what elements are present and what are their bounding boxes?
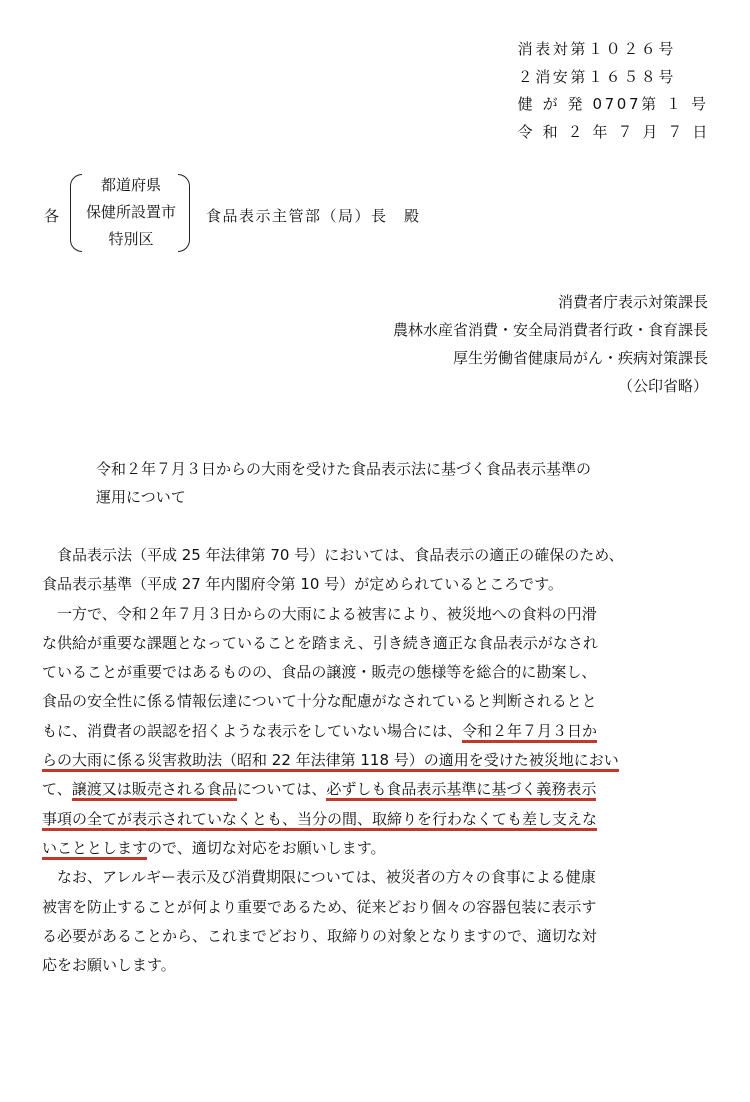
body-line [42,805,718,834]
underlined-text: らの大雨に係る災害救助法（昭和 22 年法律第 118 号）の適用を受けた被災地におい [42,751,619,772]
subject-line: 運用について [96,488,186,506]
reference-number: 健 が 発 0707第 １ 号 [517,95,709,113]
underlined-text: 譲渡又は販売される食品 [72,780,237,801]
sender-maff: 農林水産省消費・安全局消費者行政・食育課長 [392,321,708,339]
sender-caa: 消費者庁表示対策課長 [557,293,708,311]
body-line [42,746,718,775]
recipient-health-center-cities: 保健所設置市 [85,203,176,221]
body-line: る必要があることから、これまでどおり、取締りの対象となりますので、適切な対 [42,926,597,945]
body-text-segment: については、 [236,780,327,799]
body-line: なお、アレルギー表示及び消費期限については、被災者の方々の食事による健康 [42,868,596,887]
body-text-segment: て、 [42,780,72,799]
recipient-list [82,172,180,253]
subject-line: 令和２年７月３日からの大雨を受けた食品表示法に基づく食品表示基準の [96,460,592,478]
reference-number: ２消安第１６５８号 [517,67,677,86]
body-line [42,717,718,746]
recipient-special-wards: 特別区 [108,230,154,248]
left-brace [70,174,82,252]
underlined-text: 事項の全てが表示されていなくとも、当分の間、取締りを行わなくても差し支えな [42,810,597,831]
reference-numbers [518,36,710,146]
seal-omitted-note: （公印省略） [617,377,708,395]
body-text-segment: ので、適切な対応をお願いします。 [147,838,386,857]
body-line: 応をお願いします。 [42,956,176,975]
sender-mhlw: 厚生労働省健康局がん・疾病対策課長 [452,349,708,367]
underlined-text: いこととします [42,839,147,860]
issue-date: 令 和 ２ 年 ７ 月 ７ 日 [517,122,710,141]
recipient-prefectures: 都道府県 [100,176,161,194]
body-line: 食品表示基準（平成 27 年内閣府令第 10 号）が定められているところです。 [42,575,563,594]
body-line: 一方で、令和２年７月３日からの大雨による被害により、被災地への食料の円滑 [42,604,597,623]
body-line [42,775,718,804]
body-text-segment: もに、消費者の誤認を招くような表示をしていない場合には、 [42,721,463,740]
body-line: 食品の安全性に係る情報伝達について十分な配慮がなされていると判断されるとと [42,692,597,711]
underlined-text: 必ずしも食品表示基準に基づく義務表示 [326,780,596,801]
body-line: な供給が重要な課題となっていることを踏まえ、引き続き適正な食品表示がなされ [42,633,598,652]
addressee-prefix: 各 [44,207,60,225]
body-line: ていることが重要ではあるものの、食品の譲渡・販売の態様等を総合的に勘案し、 [42,663,597,682]
underlined-text: 令和２年７月３日か [462,722,597,743]
addressee-title: 食品表示主管部（局）長 殿 [206,207,421,225]
right-brace [178,174,190,252]
body-line: 被害を防止することが何より重要であるため、従来どおり個々の容器包装に表示す [42,897,597,916]
reference-number: 消表対第１０２６号 [517,40,677,58]
body-line [42,834,718,863]
addressee-block [40,172,480,254]
body-text [42,541,718,980]
subject-heading [96,455,706,511]
sender-block [393,288,708,400]
body-line: 食品表示法（平成 25 年法律第 70 号）においては、食品表示の適正の確保のため、 [42,546,624,564]
